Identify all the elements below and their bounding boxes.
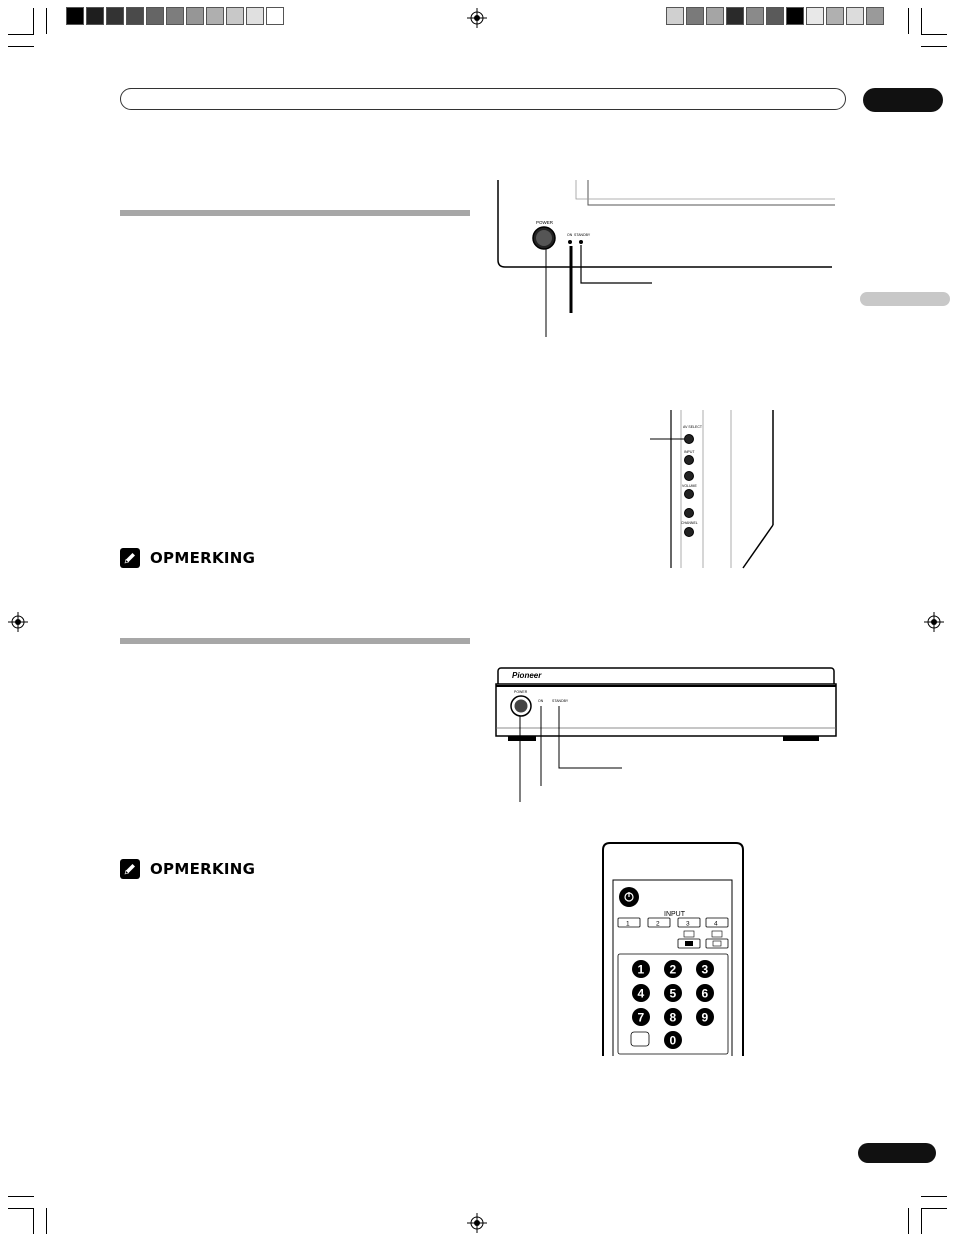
av-select-label: AV SELECT bbox=[683, 425, 702, 429]
svg-text:6: 6 bbox=[701, 986, 709, 1001]
remote-input-2: 2 bbox=[656, 920, 660, 928]
header-bar bbox=[120, 88, 846, 110]
color-swatch bbox=[186, 7, 204, 25]
registration-mark-icon bbox=[467, 8, 487, 28]
color-swatch bbox=[826, 7, 844, 25]
remote-input-label: INPUT bbox=[664, 911, 685, 918]
color-swatch bbox=[806, 7, 824, 25]
display-side-illustration bbox=[640, 400, 790, 570]
media-receiver-illustration bbox=[490, 660, 840, 810]
remote-input-4: 4 bbox=[714, 920, 718, 928]
color-swatch bbox=[666, 7, 684, 25]
volume-up-icon bbox=[685, 472, 694, 481]
color-swatch bbox=[846, 7, 864, 25]
color-swatch bbox=[226, 7, 244, 25]
svg-text:9: 9 bbox=[701, 1010, 709, 1025]
color-swatch bbox=[206, 7, 224, 25]
svg-text:2: 2 bbox=[669, 962, 677, 977]
registration-mark-icon bbox=[924, 612, 944, 632]
color-swatch bbox=[106, 7, 124, 25]
color-swatch bbox=[726, 7, 744, 25]
color-swatch bbox=[766, 7, 784, 25]
remote-input-1: 1 bbox=[626, 920, 630, 928]
page-number-tab bbox=[858, 1143, 936, 1163]
display-front-illustration bbox=[490, 175, 840, 345]
on-label: ON bbox=[567, 233, 573, 237]
channel-up-icon bbox=[685, 509, 694, 518]
standby-indicator-icon bbox=[579, 240, 583, 244]
svg-text:4: 4 bbox=[637, 986, 645, 1001]
svg-text:3: 3 bbox=[701, 962, 709, 977]
color-swatch bbox=[86, 7, 104, 25]
section-rule bbox=[120, 210, 470, 216]
svg-text:8: 8 bbox=[669, 1010, 677, 1025]
remote-display-button-icon bbox=[631, 1032, 649, 1046]
input-button-icon bbox=[685, 456, 694, 465]
standby-label: STANDBY bbox=[574, 233, 591, 237]
language-side-tab bbox=[860, 292, 950, 306]
color-swatch bbox=[166, 7, 184, 25]
on-indicator-icon bbox=[568, 240, 572, 244]
note-heading bbox=[120, 859, 255, 879]
svg-text:0: 0 bbox=[669, 1033, 677, 1048]
note-label: OPMERKING bbox=[150, 860, 256, 878]
color-swatch bbox=[746, 7, 764, 25]
receiver-on-label: ON bbox=[538, 699, 544, 703]
color-swatch bbox=[246, 7, 264, 25]
svg-text:5: 5 bbox=[669, 986, 677, 1001]
color-swatch bbox=[706, 7, 724, 25]
volume-label: VOLUME bbox=[682, 484, 697, 488]
svg-text:1: 1 bbox=[637, 962, 645, 977]
remote-control-illustration bbox=[598, 838, 748, 1060]
chapter-tab bbox=[863, 88, 943, 112]
pencil-icon bbox=[120, 548, 140, 568]
color-swatch bbox=[126, 7, 144, 25]
svg-text:7: 7 bbox=[637, 1010, 645, 1025]
pencil-icon bbox=[120, 859, 140, 879]
receiver-standby-label: STANDBY bbox=[552, 699, 569, 703]
section-rule bbox=[120, 638, 470, 644]
remote-input-3: 3 bbox=[686, 920, 690, 928]
color-swatch bbox=[266, 7, 284, 25]
power-label: POWER bbox=[536, 220, 554, 225]
registration-mark-icon bbox=[8, 612, 28, 632]
color-swatch bbox=[146, 7, 164, 25]
note-heading bbox=[120, 548, 255, 568]
channel-label: CHANNEL bbox=[681, 521, 698, 525]
volume-down-icon bbox=[685, 490, 694, 499]
color-swatch bbox=[66, 7, 84, 25]
channel-down-icon bbox=[685, 528, 694, 537]
color-swatch bbox=[686, 7, 704, 25]
av-select-button-icon bbox=[685, 435, 694, 444]
receiver-power-label: POWER bbox=[514, 690, 528, 694]
brand-logo: Pioneer bbox=[512, 671, 542, 680]
color-swatch bbox=[786, 7, 804, 25]
note-label: OPMERKING bbox=[150, 549, 256, 567]
input-label: INPUT bbox=[684, 450, 695, 454]
registration-mark-icon bbox=[467, 1213, 487, 1233]
color-swatch bbox=[866, 7, 884, 25]
